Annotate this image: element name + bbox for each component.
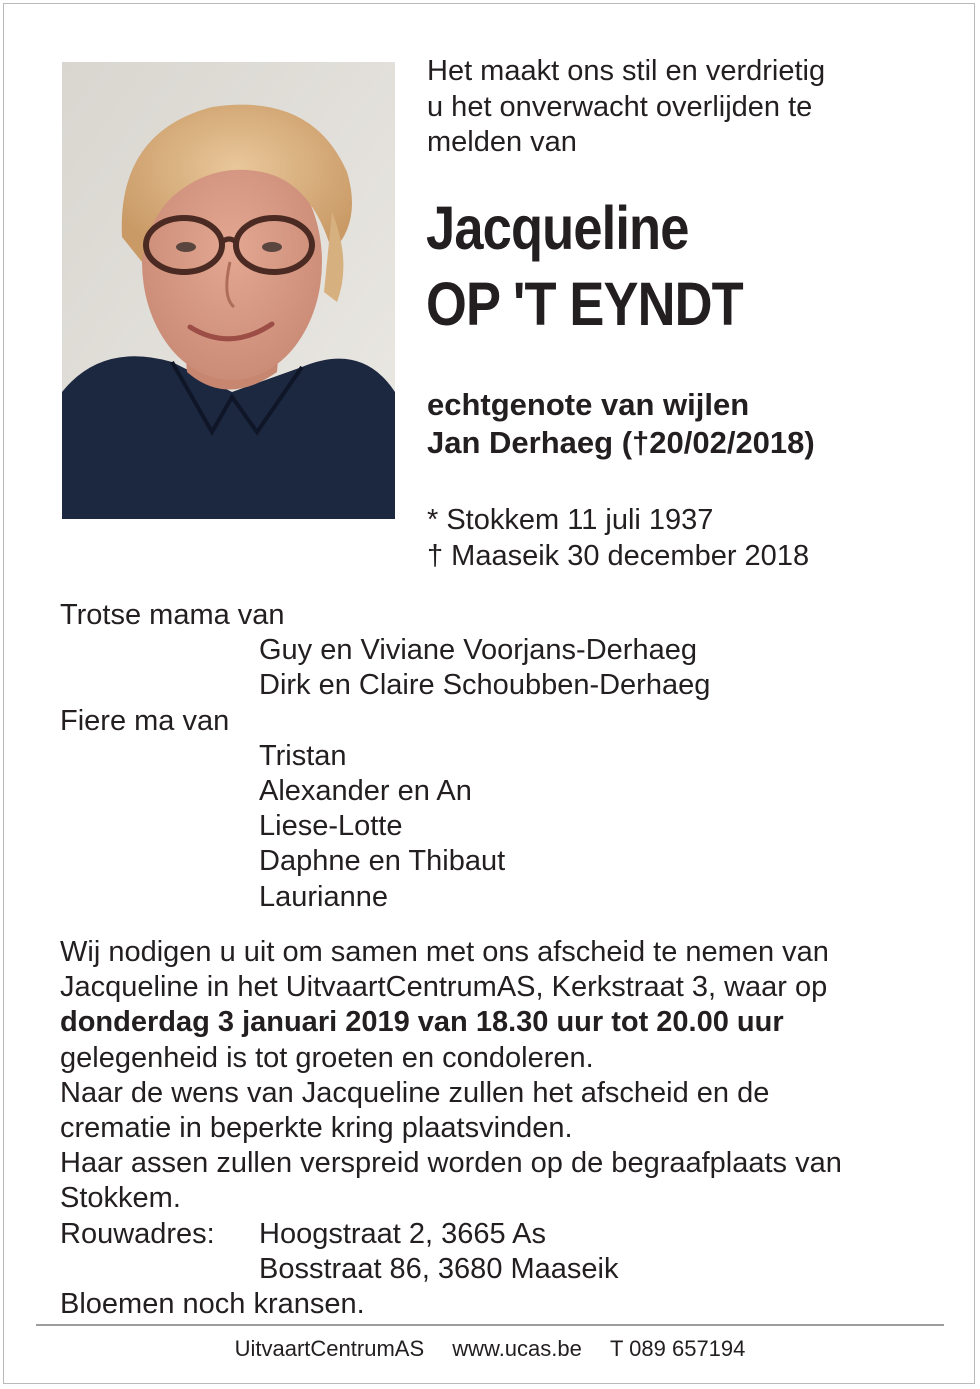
address-label: Rouwadres: bbox=[60, 1217, 215, 1250]
closing-line: Bloemen noch kransen. bbox=[60, 1288, 365, 1321]
life-dates bbox=[427, 503, 809, 574]
message-line: Haar assen zullen verspreid worden op de begraafplaats van bbox=[60, 1147, 842, 1180]
message-line: Jacqueline in het UitvaartCentrumAS, Kerkstraat 3, waar op bbox=[60, 971, 828, 1004]
birth-date: * Stokkem 11 juli 1937 bbox=[427, 504, 714, 536]
spouse-line: Jan Derhaeg (†20/02/2018) bbox=[427, 425, 815, 460]
grandchild-entry: Alexander en An bbox=[259, 775, 472, 808]
visitation-date: donderdag 3 januari 2019 van 18.30 uur tot 20.00 uur bbox=[60, 1006, 784, 1039]
message-line: gelegenheid is tot groeten en condoleren. bbox=[60, 1041, 594, 1074]
intro-text bbox=[427, 54, 947, 161]
footer-phone: T 089 657194 bbox=[610, 1336, 746, 1361]
deceased-name bbox=[426, 190, 743, 342]
grandchild-entry: Laurianne bbox=[259, 880, 388, 913]
death-date: † Maaseik 30 december 2018 bbox=[427, 539, 810, 572]
family-list bbox=[60, 598, 710, 915]
ceremony-message bbox=[60, 935, 842, 1322]
spouse-line: echtgenote van wijlen bbox=[427, 387, 750, 422]
grandchild-entry: Liese-Lotte bbox=[259, 810, 403, 843]
footer-divider bbox=[36, 1324, 944, 1326]
footer-website[interactable]: www.ucas.be bbox=[452, 1336, 582, 1361]
message-line: Naar de wens van Jacqueline zullen het afscheid en de bbox=[60, 1076, 770, 1109]
children-label: Trotse mama van bbox=[60, 599, 285, 631]
portrait-photo bbox=[62, 62, 395, 519]
last-name: OP 'T EYNDT bbox=[426, 270, 743, 338]
intro-line: Het maakt ons stil en verdrietig bbox=[427, 55, 826, 87]
child-entry: Dirk en Claire Schoubben-Derhaeg bbox=[259, 669, 711, 702]
message-line: Wij nodigen u uit om samen met ons afscheid te nemen van bbox=[60, 936, 829, 968]
intro-line: melden van bbox=[427, 126, 577, 158]
grandchildren-label: Fiere ma van bbox=[60, 704, 230, 737]
message-line: crematie in beperkte kring plaatsvinden. bbox=[60, 1112, 573, 1145]
intro-line: u het onverwacht overlijden te bbox=[427, 90, 813, 123]
message-line: Stokkem. bbox=[60, 1182, 181, 1215]
address-line: Hoogstraat 2, 3665 As bbox=[259, 1217, 546, 1250]
grandchild-entry: Tristan bbox=[259, 739, 347, 772]
address-row bbox=[60, 1217, 842, 1252]
child-entry: Guy en Viviane Voorjans-Derhaeg bbox=[259, 634, 697, 667]
grandchild-entry: Daphne en Thibaut bbox=[259, 845, 506, 878]
spouse-info bbox=[427, 386, 815, 462]
footer bbox=[0, 1336, 980, 1362]
address-line: Bosstraat 86, 3680 Maaseik bbox=[259, 1252, 619, 1285]
first-name: Jacqueline bbox=[426, 194, 689, 262]
footer-company: UitvaartCentrumAS bbox=[234, 1336, 425, 1361]
